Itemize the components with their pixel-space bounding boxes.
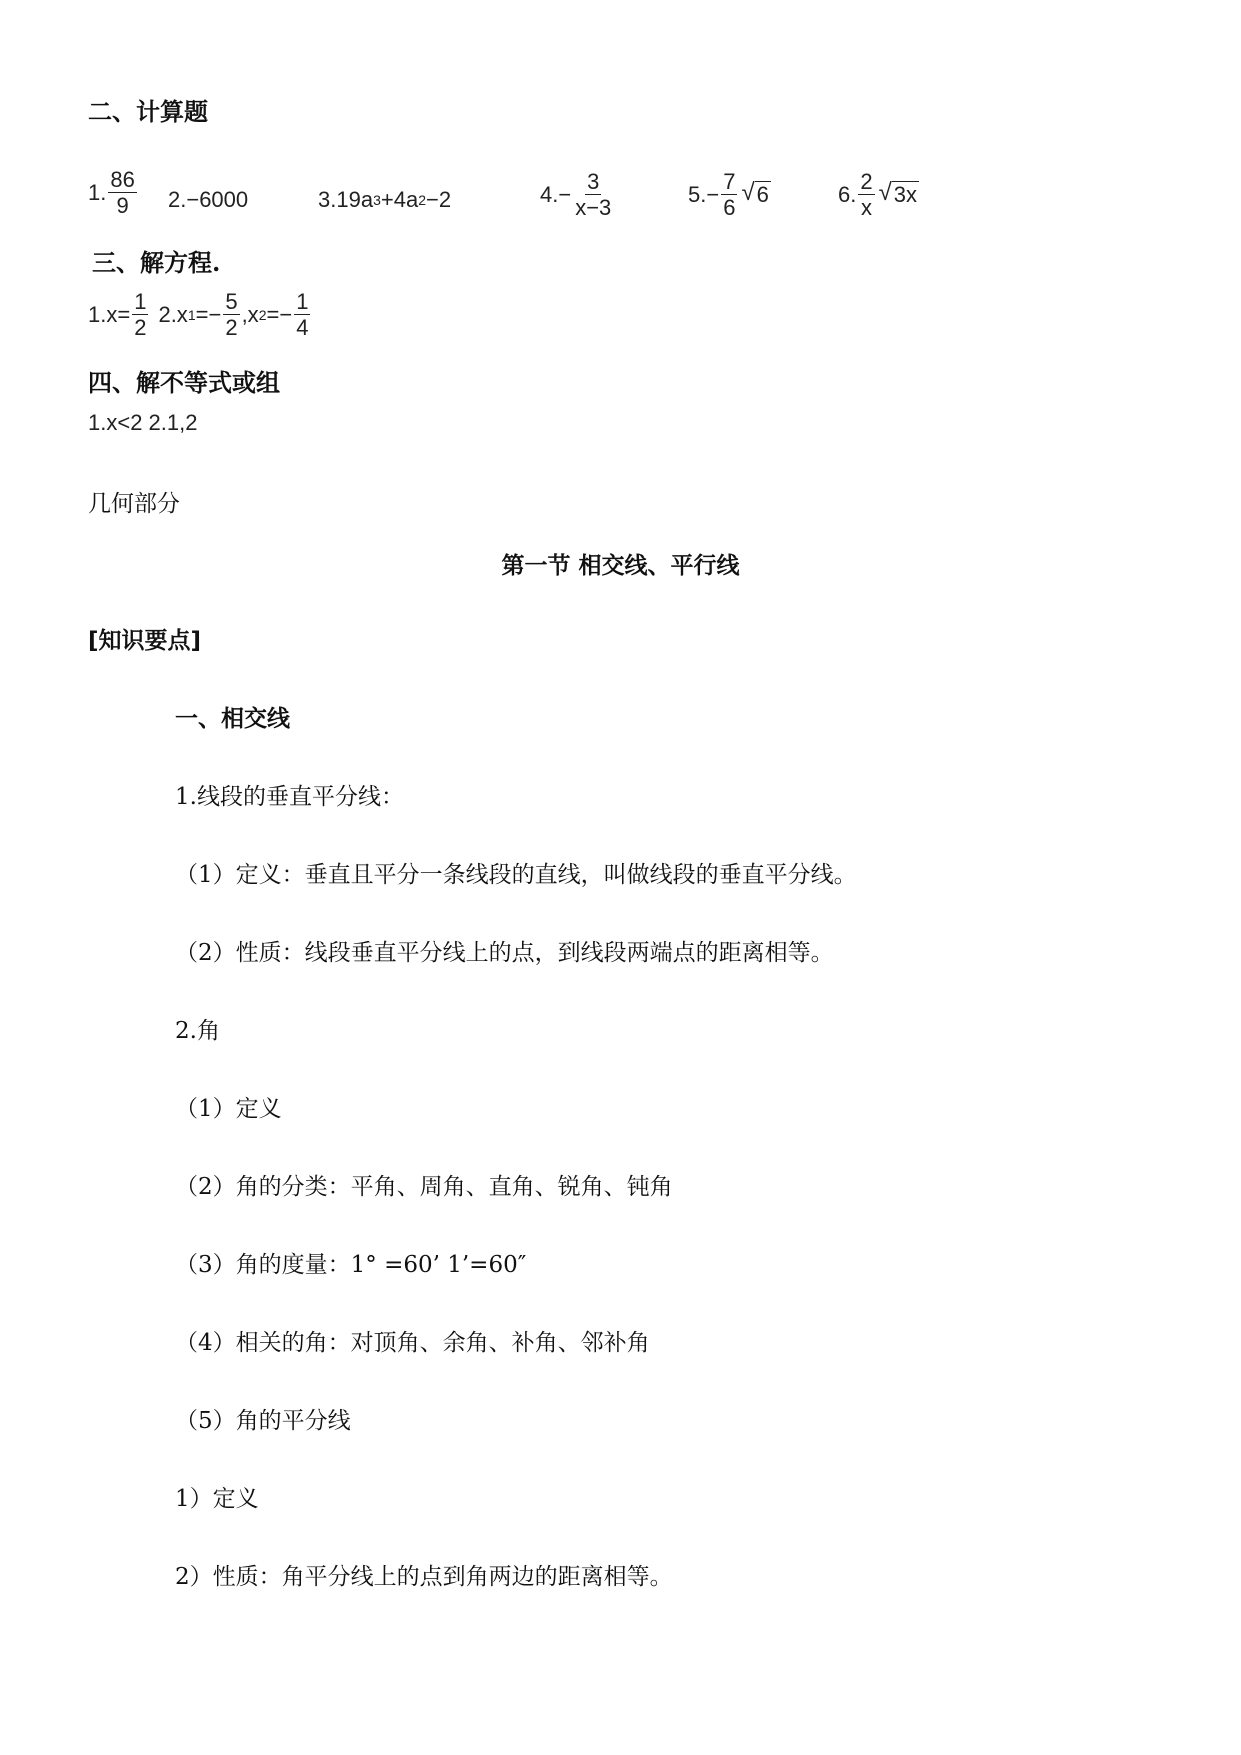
denominator: 4 xyxy=(296,315,309,341)
item-bisector-property: 2）性质：角平分线上的点到角两边的距离相等。 xyxy=(175,1564,673,1590)
denominator: 6 xyxy=(723,195,736,221)
fraction xyxy=(223,290,239,339)
section-heading-equations: 三、解方程. xyxy=(92,248,221,277)
item-perpendicular-bisector: 1.线段的垂直平分线： xyxy=(175,784,404,810)
numerator: 2 xyxy=(860,169,873,194)
item-related-angles: （4）相关的角：对顶角、余角、补角、邻补角 xyxy=(175,1330,650,1356)
answer-1 xyxy=(88,168,139,217)
denominator: x−3 xyxy=(575,195,612,221)
eq-part: =− xyxy=(195,301,222,327)
item-classification: （2）角的分类：平角、周角、直角、锐角、钝角 xyxy=(175,1174,673,1200)
item-angle-bisector: （5）角的平分线 xyxy=(175,1408,351,1434)
numerator: 1 xyxy=(134,289,147,314)
denominator: x xyxy=(860,195,872,221)
numerator: 3 xyxy=(587,169,600,194)
fraction xyxy=(294,290,310,339)
fraction xyxy=(858,170,874,219)
item-measurement: （3）角的度量：1° =60’ 1’=60″ xyxy=(175,1252,527,1278)
geometry-part-label: 几何部分 xyxy=(88,491,180,517)
answer-6 xyxy=(838,170,919,219)
inequality-answers: 1.x<2 2.1,2 xyxy=(88,410,198,435)
fraction xyxy=(721,170,737,219)
fraction xyxy=(573,170,613,219)
subscript: 2 xyxy=(258,306,267,323)
item-property-1: （2）性质：线段垂直平分线上的点，到线段两端点的距离相等。 xyxy=(175,940,834,966)
answer-2: 2.−6000 xyxy=(168,187,249,212)
radical-sign: √ xyxy=(741,179,755,207)
section-heading-inequalities: 四、解不等式或组 xyxy=(88,369,280,397)
square-root xyxy=(879,181,919,207)
exponent: 2 xyxy=(418,192,426,208)
chapter-title: 第一节 相交线、平行线 xyxy=(501,553,740,579)
section-heading-calculation: 二、计算题 xyxy=(88,98,208,126)
answer-4-label: 4.− xyxy=(540,181,572,207)
knowledge-points-label: [知识要点] xyxy=(88,628,202,654)
answer-3 xyxy=(318,187,451,213)
fraction xyxy=(108,168,136,217)
answer-3-prefix: 3.19a xyxy=(318,187,374,212)
answer-5-label: 5.− xyxy=(688,181,720,207)
answer-1-label: 1. xyxy=(88,179,107,205)
item-definition-2: （1）定义 xyxy=(175,1096,282,1122)
item-definition-1: （1）定义：垂直且平分一条线段的直线，叫做线段的垂直平分线。 xyxy=(175,862,857,888)
item-angle: 2.角 xyxy=(175,1018,220,1044)
answer-4 xyxy=(540,170,615,219)
denominator: 9 xyxy=(116,193,129,219)
eq-part: 1.x= xyxy=(88,301,131,327)
item-bisector-definition: 1）定义 xyxy=(175,1486,259,1512)
equation-answers xyxy=(88,290,312,339)
eq-part: =− xyxy=(266,301,293,327)
sub-heading-intersecting-lines: 一、相交线 xyxy=(175,706,290,732)
radical-sign: √ xyxy=(878,179,892,207)
eq-part: ,x xyxy=(241,301,259,327)
subscript: 1 xyxy=(187,306,196,323)
answer-5 xyxy=(688,170,771,219)
answer-3-mid: +4a xyxy=(380,187,419,212)
denominator: 2 xyxy=(134,315,147,341)
square-root xyxy=(741,181,770,207)
exponent: 3 xyxy=(373,192,381,208)
denominator: 2 xyxy=(225,315,238,341)
fraction xyxy=(132,290,148,339)
answer-3-suffix: −2 xyxy=(425,187,452,212)
eq-part: 2.x xyxy=(158,301,188,327)
answer-6-label: 6. xyxy=(838,181,857,207)
numerator: 7 xyxy=(723,169,736,194)
radicand: 3x xyxy=(893,182,918,208)
numerator: 5 xyxy=(225,289,238,314)
radicand: 6 xyxy=(756,182,769,208)
numerator: 86 xyxy=(110,167,135,192)
numerator: 1 xyxy=(296,289,309,314)
